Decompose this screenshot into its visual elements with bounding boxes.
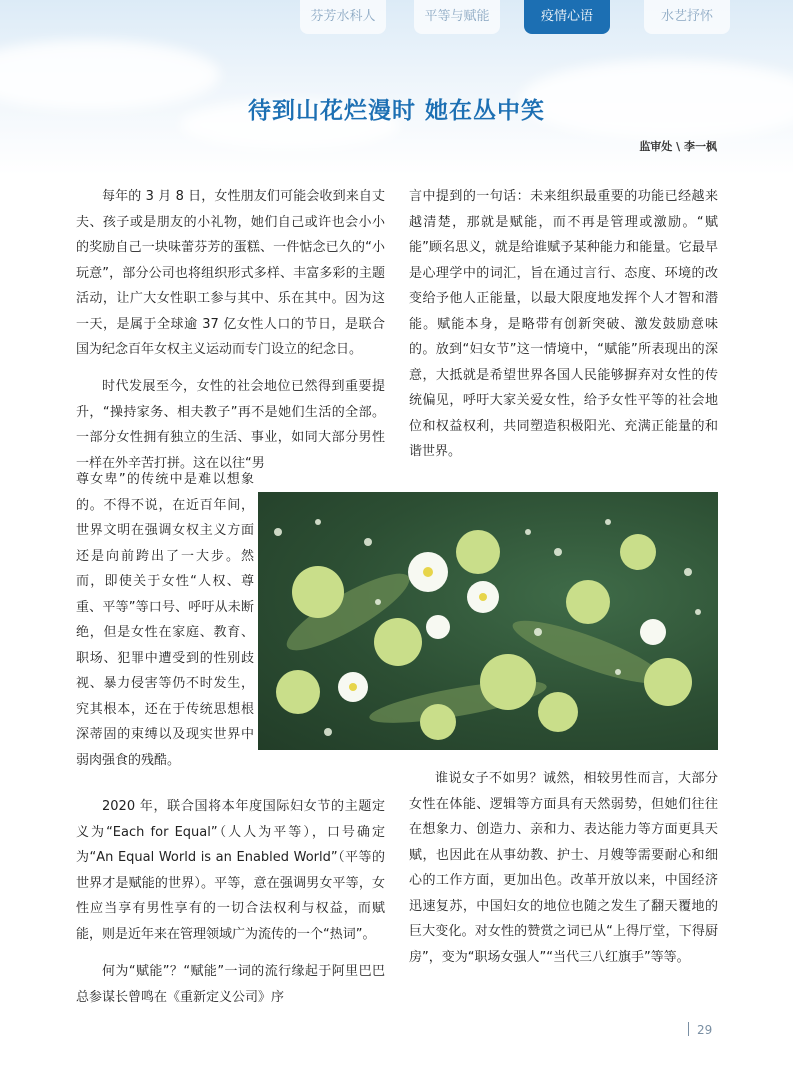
article-byline: 监审处 \ 李一枫: [639, 140, 717, 153]
article-title: 待到山花烂漫时 她在丛中笑: [247, 98, 545, 124]
section-tabs: [300, 0, 793, 38]
paragraph-5: 言中提到的一句话：未来组织最重要的功能已经越来越清楚，那就是赋能，而不再是管理或激励。“赋能”顾名思义，就是给谁赋予某种能力和能量。它最早是心理学中的词汇，旨在通过言行、态度、环境的改变给予他人正能量，以最大限度地发挥个人才智和潜能。赋能本身，是略带有创新突破、激发鼓励意味的。放到“妇女节”这一情境中，“赋能”所表现出的深意，大抵就是希望世界各国人民能够摒弃对女性的传统偏见，呼吁大家关爱女性，给予女性平等的社会地位和权益权利，共同塑造积极阳光、充满正能量的和谐世界。: [409, 189, 718, 459]
page-number: [688, 1022, 712, 1037]
paragraph-1: 每年的 3 月 8 日，女性朋友们可能会收到来自丈夫、孩子或是朋友的小礼物，她们自己或许也会小小的奖励自己一块味蕾芬芳的蛋糕、一件惦念已久的“小玩意”，部分公司也将组织形式多样、丰富多彩的主题活动，让广大女性职工参与其中、乐在其中。因为这一天，是属于全球逾 37 亿女性人口的节日，是联合国为纪念百年女权主义运动而专门设立的纪念日。: [76, 189, 385, 357]
paragraph-4: 何为“赋能”？“赋能”一词的流行缘起于阿里巴巴总参谋长曾鸣在《重新定义公司》序: [76, 964, 385, 1005]
tab-shuiyi[interactable]: 水艺抒怀: [644, 0, 730, 34]
tab-yiqing[interactable]: 疫情心语: [524, 0, 610, 34]
page-number-divider: [688, 1022, 689, 1036]
paragraph-3: 2020 年，联合国将本年度国际妇女节的主题定义为“Each for Equal”（人人为平等），口号确定为“An Equal World is an Enabled World”（平等的世界才是赋能的世界）。平等，意在强调男女平等，女性应当享有男性享有的一切合法权利与权益，而赋能，则是近年来在管理领域广为流传的一个“热词”。: [76, 799, 385, 942]
paragraph-2b: 尊女卑”的传统中是难以想象的。不得不说，在近百年间，世界文明在强调女权主义方面还是向前跨出了一大步。然而，即使关于女性“人权、尊重、平等”等口号、呼吁从未断绝，但是女性在家庭、教育、职场、犯罪中遭受到的性别歧视、暴力侵害等仍不时发生，究其根本，还在于传统思想根深蒂固的束缚以及现实世界中弱肉强食的残酷。: [76, 472, 254, 768]
tab-pingdeng[interactable]: 平等与赋能: [414, 0, 500, 34]
paragraph-2a: 时代发展至今，女性的社会地位已然得到重要提升，“操持家务、相夫教子”再不是她们生活的全部。一部分女性拥有独立的生活、事业，如同大部分男性一样在外辛苦打拼。这在以往“男: [76, 379, 385, 471]
paragraph-6: 谁说女子不如男？诚然，相较男性而言，大部分女性在体能、逻辑等方面具有天然弱势，但她们往往在想象力、创造力、亲和力、表达能力等方面更具天赋，也因此在从事幼教、护士、月嫂等需要耐心和细心的工作方面，更加出色。改革开放以来，中国经济迅速复苏，中国妇女的地位也随之发生了翻天覆地的巨大变化。对女性的赞赏之词已从“上得厅堂，下得厨房”，变为“职场女强人”“当代三八红旗手”等等。: [409, 771, 718, 965]
tab-fenfang[interactable]: 芬芳水科人: [300, 0, 386, 34]
flower-bouquet-photo: [258, 492, 718, 750]
page-number-text: 29: [697, 1023, 713, 1037]
